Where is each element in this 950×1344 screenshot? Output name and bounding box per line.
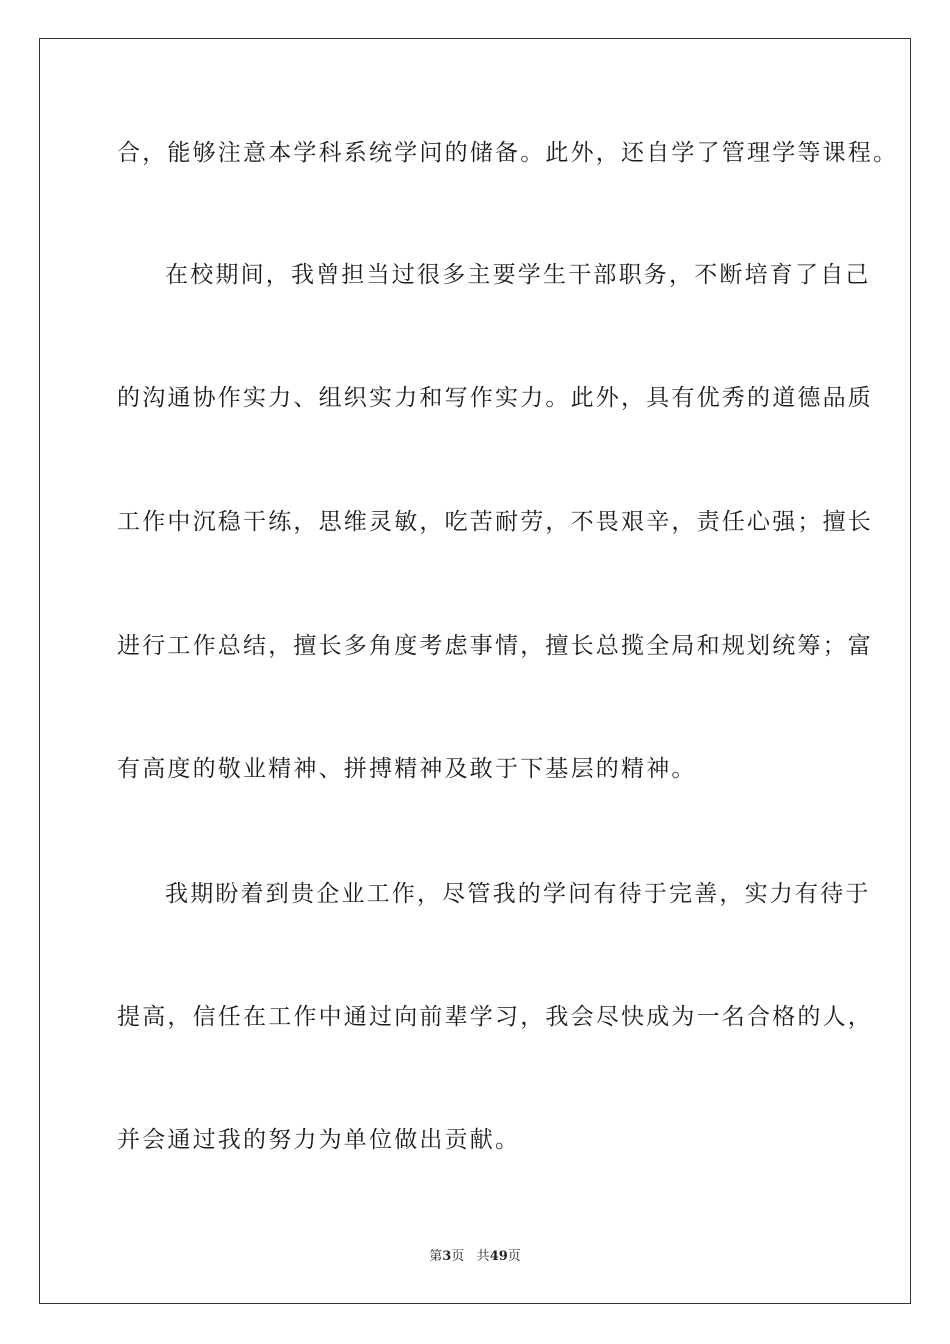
current-page-number: 3 (442, 1249, 452, 1264)
paragraph-start-line: 我期盼着到贵企业工作，尽管我的学问有待于完善，实力有待于 (165, 881, 871, 907)
body-text-line: 的沟通协作实力、组织实力和写作实力。此外，具有优秀的道德品质 (117, 385, 873, 411)
page-border (39, 38, 911, 1304)
footer-total-suffix: 页 (507, 1249, 521, 1264)
page-footer (0, 1248, 950, 1266)
body-text-line: 有高度的敬业精神、拼搏精神及敢于下基层的精神。 (117, 756, 697, 782)
footer-total-prefix: 共 (476, 1249, 490, 1264)
body-text-line: 工作中沉稳干练，思维灵敏，吃苦耐劳，不畏艰辛，责任心强；擅长 (117, 509, 873, 535)
body-text-line: 合，能够注意本学科系统学问的储备。此外，还自学了管理学等课程。 (117, 140, 899, 166)
footer-prefix: 第 (429, 1249, 443, 1264)
paragraph-start-line: 在校期间，我曾担当过很多主要学生干部职务，不断培育了自己 (165, 262, 871, 288)
total-page-count: 49 (489, 1249, 508, 1264)
footer-page-suffix: 页 (451, 1249, 465, 1264)
body-text-line: 并会通过我的努力为单位做出贡献。 (117, 1127, 521, 1153)
body-text-line: 进行工作总结，擅长多角度考虑事情，擅长总揽全局和规划统筹；富 (117, 633, 873, 659)
body-text-line: 提高，信任在工作中通过向前辈学习，我会尽快成为一名合格的人， (117, 1004, 873, 1030)
